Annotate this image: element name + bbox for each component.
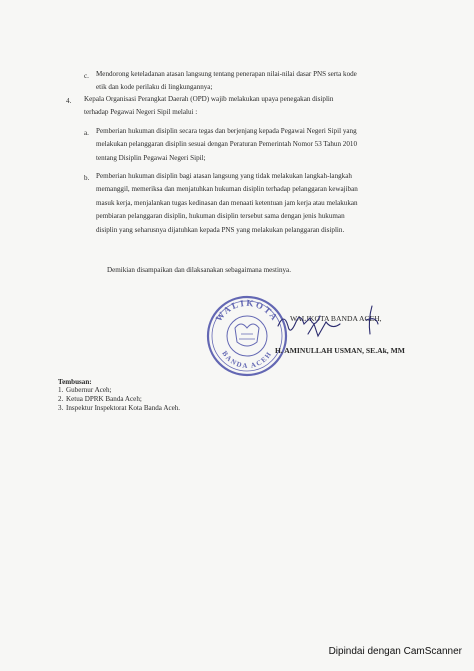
sub-a-marker: a. — [84, 129, 89, 137]
handwritten-signature — [268, 300, 388, 350]
item-4-line-2: terhadap Pegawai Negeri Sipil melalui : — [84, 108, 198, 117]
tembusan-item-1-num: 1. — [58, 386, 64, 394]
closing-sentence: Demikian disampaikan dan dilaksanakan sebagaimana mestinya. — [107, 266, 291, 274]
signatory-title: WALIKOTA BANDA ACEH, — [290, 314, 382, 323]
item-4-line-1: Kepala Organisasi Perangkat Daerah (OPD) wajib melakukan upaya penegakan disiplin — [84, 95, 334, 103]
item-4-number: 4. — [66, 97, 72, 105]
tembusan-item-3-num: 3. — [58, 404, 64, 412]
tembusan-item-1-text: Gubernur Aceh; — [66, 386, 112, 394]
sub-b-text — [96, 170, 358, 237]
sub-a-text — [96, 125, 357, 165]
tembusan-heading: Tembusan: — [58, 378, 92, 386]
item-4-text — [84, 93, 333, 120]
sub-b-line-5: disiplin yang seharusnya dijatuhkan kepada PNS yang melakukan pelanggaran disiplin. — [96, 225, 345, 234]
sub-b-line-2: memanggil, memeriksa dan menjatuhkan hukuman disiplin terhadap pelanggaran kewajiban — [96, 185, 358, 194]
signatory-name: H. AMINULLAH USMAN, SE.Ak, MM — [275, 346, 405, 355]
sub-a-line-1: Pemberian hukuman disiplin secara tegas dan berjenjang kepada Pegawai Negeri Sipil yang — [96, 127, 357, 135]
tembusan-item-3-text: Inspektur Inspektorat Kota Banda Aceh. — [66, 404, 181, 412]
scanner-watermark: Dipindai dengan CamScanner — [328, 646, 462, 657]
sub-b-line-1: Pemberian hukuman disiplin bagi atasan langsung yang tidak melakukan langkah-langkah — [96, 172, 352, 180]
tembusan-item-2-text: Ketua DPRK Banda Aceh; — [66, 395, 142, 403]
svg-text:BANDA ACEH — [220, 350, 273, 371]
seal-text-top: WALIKOTA — [213, 297, 281, 324]
item-c-marker: c. — [84, 72, 89, 80]
item-c-line-2: etik dan kode perilaku di lingkungannya; — [96, 83, 213, 92]
item-c-text — [96, 68, 357, 95]
sub-b-line-4: pembiaran pelanggaran disiplin, hukuman disiplin tersebut sama dengan jenis hukuman — [96, 212, 345, 221]
item-c-line-1: Mendorong keteladanan atasan langsung tentang penerapan nilai-nilai dasar PNS serta kode — [96, 70, 357, 78]
sub-b-line-3: masuk kerja, menjalankan tugas kedinasan dan menaati ketentuan jam kerja atau melakukan — [96, 198, 358, 207]
tembusan-item-2-num: 2. — [58, 395, 64, 403]
sub-a-line-2: melakukan pelanggaran disiplin sesuai dengan Peraturan Pemerintah Nomor 53 Tahun 2010 — [96, 140, 357, 149]
sub-b-marker: b. — [84, 174, 90, 182]
sub-a-line-3: tentang Disiplin Pegawai Negeri Sipil; — [96, 153, 206, 162]
seal-text-bottom: BANDA ACEH — [220, 349, 274, 371]
